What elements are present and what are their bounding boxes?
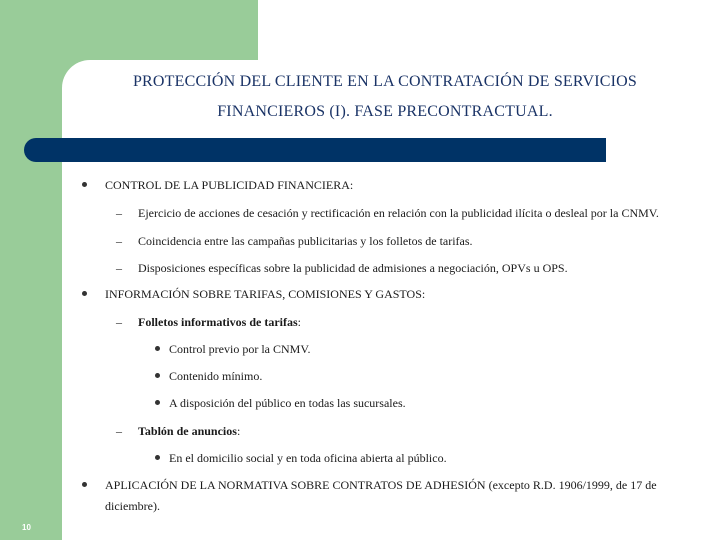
slide-title-line1: PROTECCIÓN DEL CLIENTE EN LA CONTRATACIÓN DE SERVICIOS [132, 73, 638, 90]
heading-text: INFORMACIÓN SOBRE TARIFAS, COMISIONES Y GASTOS [105, 287, 422, 301]
list-item: Contenido mínimo. [169, 369, 263, 383]
heading-suffix: : [421, 287, 426, 301]
bullet-dot [155, 455, 160, 460]
heading-note-continued: diciembre). [105, 499, 160, 513]
subsection-tablon [138, 424, 240, 438]
list-item: Ejercicio de acciones de cesación y rectificación en relación con la publicidad ilícita o desleal por la CNMV. [138, 206, 659, 220]
heading-text: CONTROL DE LA PUBLICIDAD FINANCIERA [105, 178, 350, 192]
dash-bullet: – [116, 234, 122, 248]
list-item: A disposición del público en todas las sucursales. [169, 396, 406, 410]
list-item: Control previo por la CNMV. [169, 342, 311, 356]
dash-bullet: – [116, 261, 122, 275]
bullet-dot [82, 482, 87, 487]
bullet-dot [155, 400, 160, 405]
heading-suffix: : [349, 178, 354, 192]
bullet-dot [155, 346, 160, 351]
section-heading-adhesion [105, 478, 657, 492]
subsection-label: Tablón de anuncios [138, 424, 237, 438]
dash-bullet: – [116, 206, 122, 220]
dash-bullet: – [116, 424, 122, 438]
heading-note: (excepto R.D. 1906/1999, de 17 de [485, 478, 657, 492]
subsection-folletos [138, 315, 301, 329]
list-item: En el domicilio social y en toda oficina abierta al público. [169, 451, 447, 465]
dash-bullet: – [116, 315, 122, 329]
page-number: 10 [22, 523, 31, 532]
subsection-suffix: : [297, 315, 301, 329]
heading-text: APLICACIÓN DE LA NORMATIVA SOBRE CONTRATOS DE ADHESIÓN [105, 478, 486, 492]
section-heading-publicidad [105, 178, 353, 192]
section-heading-tarifas [105, 287, 425, 301]
list-item: Disposiciones específicas sobre la publicidad de admisiones a negociación, OPVs u OPS. [138, 261, 568, 275]
bullet-dot [82, 291, 87, 296]
bullet-dot [82, 182, 87, 187]
subsection-suffix: : [236, 424, 241, 438]
bullet-dot [155, 373, 160, 378]
title-divider-bar [24, 138, 606, 162]
subsection-label: Folletos informativos de tarifas [138, 315, 298, 329]
slide-title-line2: FINANCIEROS (I). FASE PRECONTRACTUAL. [217, 103, 553, 120]
green-left-strip [0, 0, 62, 540]
list-item: Coincidencia entre las campañas publicitarias y los folletos de tarifas. [138, 234, 473, 248]
